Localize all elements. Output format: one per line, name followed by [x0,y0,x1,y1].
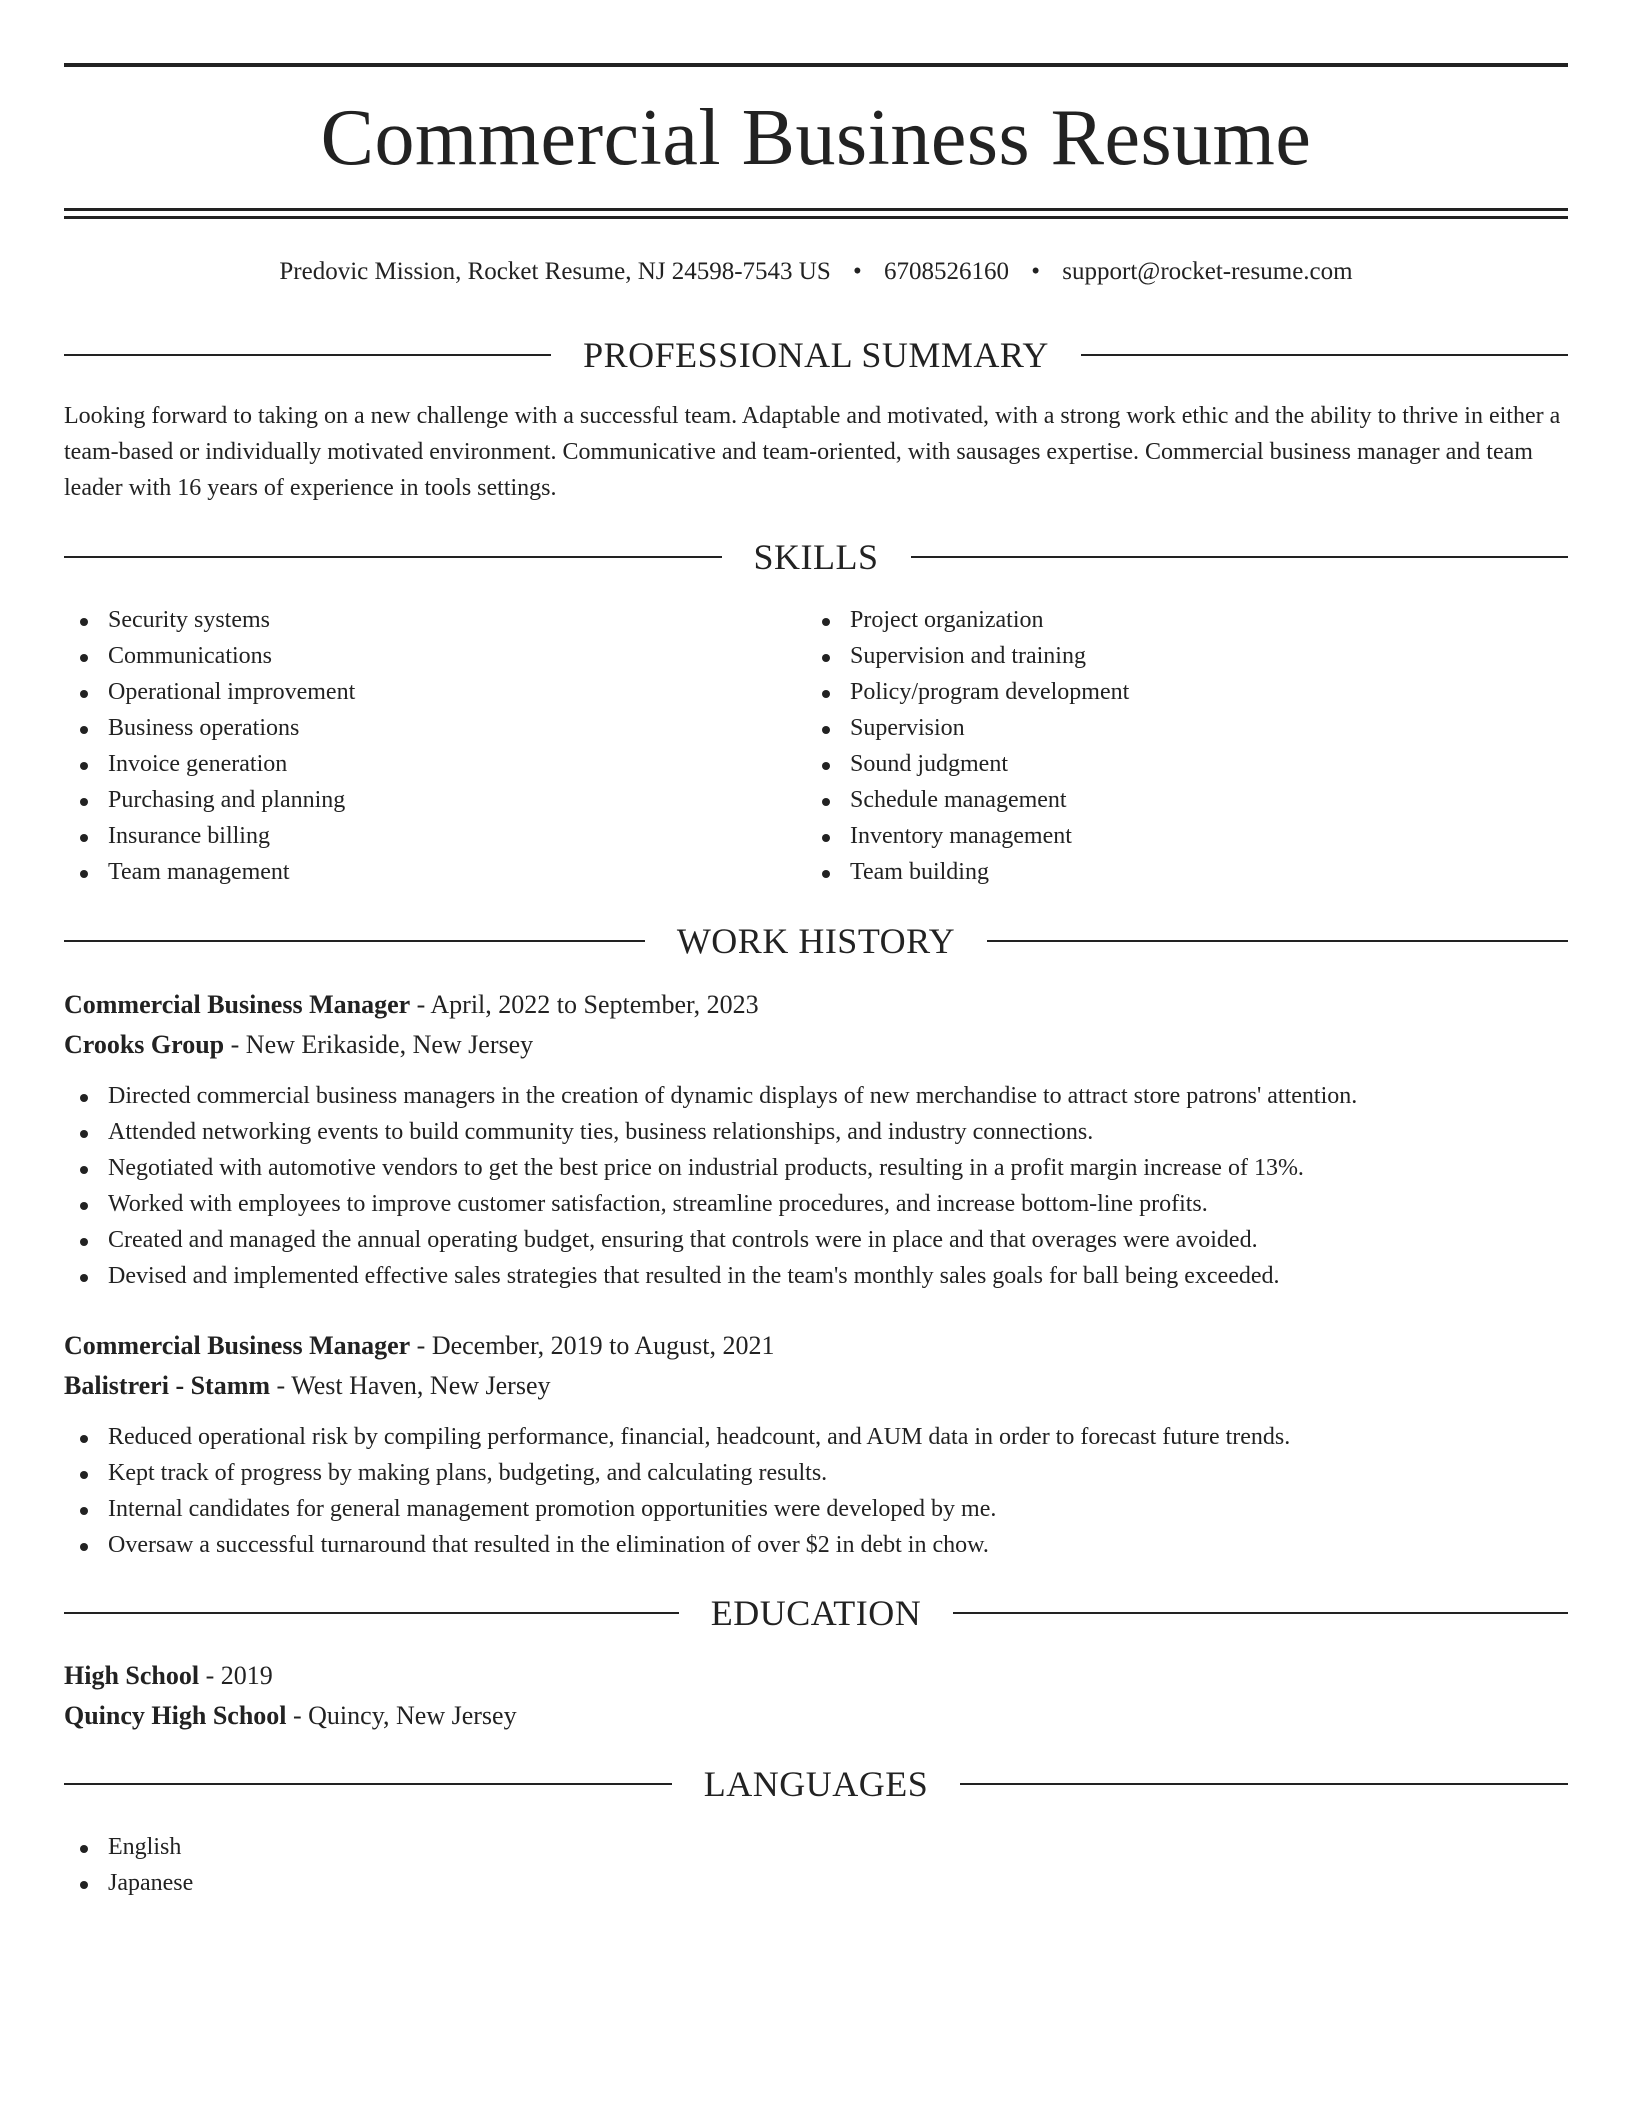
top-rule [64,63,1568,67]
skills-column-right [806,602,1548,890]
job-bullet: Kept track of progress by making plans, budgeting, and calculating results. [64,1455,1568,1491]
section-title: WORK HISTORY [676,921,956,961]
skill-item: Project organization [806,602,1548,638]
job-company-line [64,1366,1568,1406]
education-school: Quincy High School [64,1701,287,1730]
heading-rule [953,1612,1568,1614]
job-entry [64,1326,1568,1406]
section-title: SKILLS [753,537,879,577]
skill-item: Supervision [806,710,1548,746]
skill-item: Sound judgment [806,746,1548,782]
job-bullet: Negotiated with automotive vendors to get the best price on industrial products, resulting in a profit margin increase of 13%. [64,1150,1568,1186]
skill-item: Policy/program development [806,674,1548,710]
job-location: - New Erikaside, New Jersey [224,1030,534,1059]
skill-item: Communications [64,638,806,674]
heading-rule [911,556,1569,558]
heading-rule [64,1783,672,1785]
skill-item: Team management [64,854,806,890]
resume-title: Commercial Business Resume [320,94,1312,182]
skill-item: Operational improvement [64,674,806,710]
heading-rule [1081,354,1568,356]
summary-text: Looking forward to taking on a new challenge with a successful team. Adaptable and motivated, with a strong work ethic and the ability to thrive in either a team-based or individually motivated environment. Communicative and team-oriented, with sausages expertise. Commercial business manager and team leader with 16 years of experience in tools settings. [64,403,1561,501]
skill-item: Invoice generation [64,746,806,782]
heading-rule [64,354,551,356]
job-bullet: Attended networking events to build community ties, business relationships, and industry connections. [64,1114,1568,1150]
skill-item: Business operations [64,710,806,746]
section-heading-education [64,1589,1568,1637]
heading-rule [64,940,645,942]
skill-item: Purchasing and planning [64,782,806,818]
education-year: - 2019 [199,1661,273,1690]
job-dates: - December, 2019 to August, 2021 [410,1331,775,1360]
job-company: Balistreri - Stamm [64,1371,271,1400]
languages-list [64,1829,1568,1901]
skill-item: Insurance billing [64,818,806,854]
job-company: Crooks Group [64,1030,225,1059]
job-bullet: Oversaw a successful turnaround that resulted in the elimination of over $2 in debt in chow. [64,1527,1568,1563]
language-item: Japanese [64,1865,1568,1901]
job-bullet: Worked with employees to improve customer satisfaction, streamline procedures, and increase bottom-line profits. [64,1186,1568,1222]
title-rule-lower [64,216,1568,219]
skill-item: Schedule management [806,782,1548,818]
title-rule-upper [64,208,1568,211]
contact-email: support@rocket-resume.com [1062,258,1353,285]
skills-column-left [64,602,806,890]
contact-separator: • [853,258,862,285]
skill-item: Team building [806,854,1548,890]
education-entry [64,1656,1568,1736]
job-bullet: Reduced operational risk by compiling performance, financial, headcount, and AUM data in order to forecast future trends. [64,1419,1568,1455]
job-dates: - April, 2022 to September, 2023 [410,990,759,1019]
education-school-line [64,1696,1568,1736]
section-heading-work [64,917,1568,965]
job-bullet: Internal candidates for general management promotion opportunities were developed by me. [64,1491,1568,1527]
education-degree: High School [64,1661,200,1690]
education-degree-line [64,1656,1568,1696]
job-bullets [64,1078,1568,1294]
job-company-line [64,1025,1568,1065]
heading-rule [64,556,722,558]
job-title: Commercial Business Manager [64,1331,411,1360]
education-location: - Quincy, New Jersey [286,1701,517,1730]
job-location: - West Haven, New Jersey [270,1371,551,1400]
section-heading-languages [64,1760,1568,1808]
heading-rule [64,1612,679,1614]
skill-item: Security systems [64,602,806,638]
section-heading-summary [64,331,1568,379]
skill-item: Inventory management [806,818,1548,854]
contact-address: Predovic Mission, Rocket Resume, NJ 24598-7543 US [279,258,831,285]
skills-list [64,602,1568,890]
job-entry [64,985,1568,1065]
contact-separator: • [1031,258,1041,285]
language-item: English [64,1829,1568,1865]
job-title-line [64,1326,1568,1366]
section-title: EDUCATION [710,1593,922,1633]
section-title: LANGUAGES [703,1764,929,1804]
skill-item: Supervision and training [806,638,1548,674]
job-title-line [64,985,1568,1025]
contact-line [64,254,1568,290]
contact-phone: 6708526160 [884,258,1010,285]
job-bullet: Directed commercial business managers in the creation of dynamic displays of new merchandise to attract store patrons' attention. [64,1078,1568,1114]
job-title: Commercial Business Manager [64,990,411,1019]
heading-rule [987,940,1568,942]
section-title: PROFESSIONAL SUMMARY [583,335,1049,375]
section-heading-skills [64,533,1568,581]
heading-rule [960,1783,1568,1785]
job-bullet: Created and managed the annual operating budget, ensuring that controls were in place and that overages were avoided. [64,1222,1568,1258]
job-bullet: Devised and implemented effective sales strategies that resulted in the team's monthly sales goals for ball being exceeded. [64,1258,1568,1294]
job-bullets [64,1419,1568,1563]
